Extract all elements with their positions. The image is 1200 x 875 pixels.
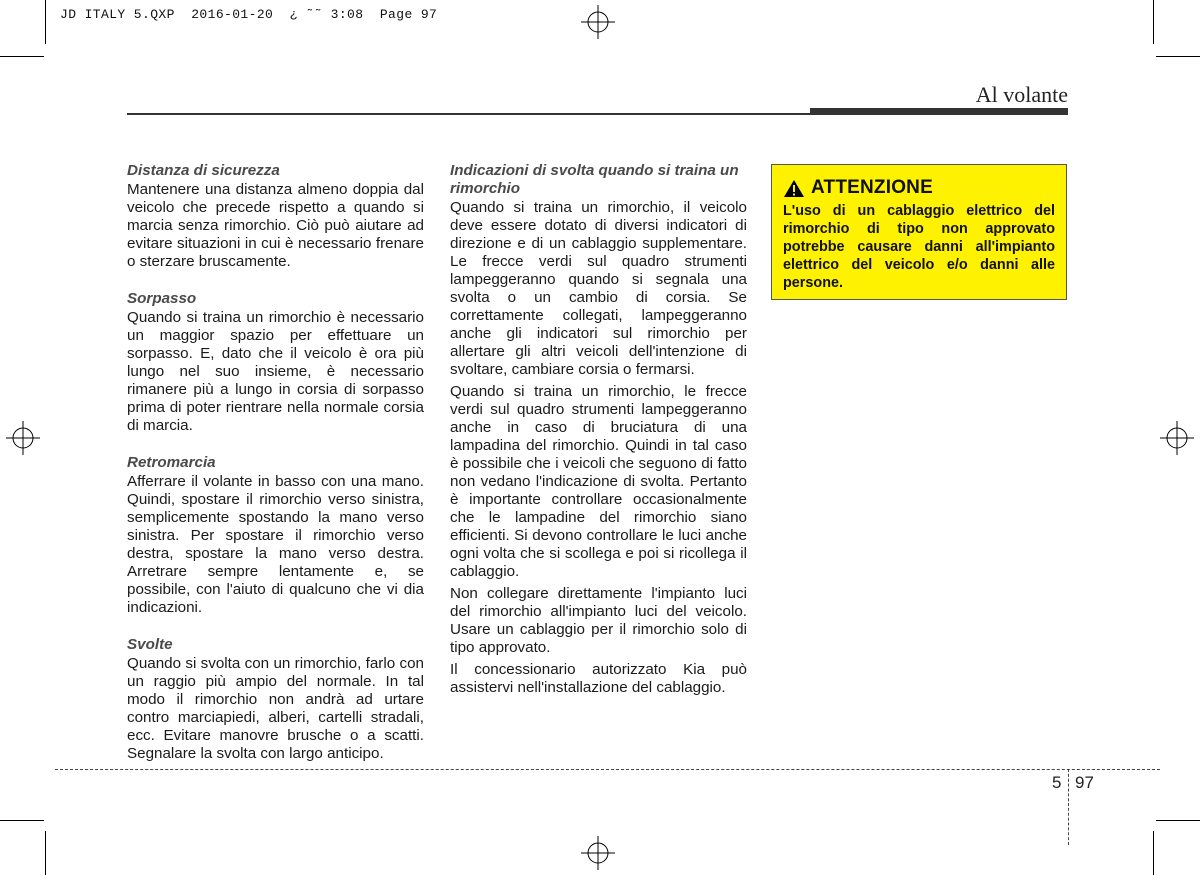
crop-mark: [1153, 831, 1154, 875]
crop-mark: [0, 820, 44, 821]
section: [127, 162, 424, 271]
print-slug: JD ITALY 5.QXP 2016-01-20 ¿ ˜˜ 3:08 Page 97: [60, 7, 438, 22]
footer-rule: [55, 769, 1160, 770]
section-paragraph: Quando si traina un rimorchio è necessario un maggior spazio per effettuare un sorpasso. E, dato che il veicolo è ora più lungo nel suo insieme, è necessario rimanere più a lungo in corsia di sorpasso prima di poter rientrare nella normale corsia di marcia.: [127, 309, 424, 434]
section-title: Sorpasso: [127, 290, 197, 307]
section-paragraph: Quando si traina un rimorchio, il veicolo deve essere dotato di diversi indicatori di direzione e di un cablaggio supplementare. Le frecce verdi sul quadro strumenti lampeggeranno quando si segnala una svolta o un cambio di corsia. Se correttamente collegati, lampeggeranno anche gli indicatori sul rimorchio per allertare gli altri veicoli dell'intenzione di svoltare, cambiare corsia o fermarsi.: [450, 199, 747, 378]
section-title: Indicazioni di svolta quando si traina un rimorchio: [450, 162, 739, 197]
middle-column: [450, 162, 747, 697]
warning-box: [771, 164, 1067, 300]
section-paragraph: Quando si traina un rimorchio, le frecce verdi sul quadro strumenti lampeggeranno anche in caso di bruciatura di una lampadina del rimorchio. Quindi in tal caso è possibile che i veicoli che seguono di fatto non vedano l'indicazione di svolta. Pertanto è importante controllare occasionalmente che le lampadine del rimorchio siano efficienti. Si devono controllare le luci anche ogni volta che si scollega e poi si ricollega il cablaggio.: [450, 383, 747, 580]
warning-title: ATTENZIONE: [811, 177, 933, 198]
registration-mark-icon: [6, 421, 40, 455]
registration-mark-icon: [581, 5, 615, 39]
header-rule: [127, 113, 810, 115]
crop-mark: [45, 0, 46, 44]
section: [450, 162, 747, 697]
crop-mark: [45, 831, 46, 875]
crop-mark: [1156, 820, 1200, 821]
crop-mark: [1156, 56, 1200, 57]
section-paragraph: Non collegare direttamente l'impianto luci del rimorchio all'impianto luci del veicolo. Usare un cablaggio per il rimorchio solo di tipo approvato.: [450, 585, 747, 656]
section-title: Retromarcia: [127, 454, 216, 471]
section-paragraph: Afferrare il volante in basso con una mano. Quindi, spostare il rimorchio verso sinistra, semplicemente spostando la mano verso sinistra. Per spostare il rimorchio verso destra, spostare la mano verso destra. Arretrare sempre lentamente e, se possibile, con l'aiuto di qualcuno che vi dia indicazioni.: [127, 473, 424, 616]
page-header-title: Al volante: [975, 82, 1068, 107]
section-title: Svolte: [127, 636, 173, 653]
header-rule-accent: [810, 108, 1068, 115]
section-title: Distanza di sicurezza: [127, 162, 280, 179]
chapter-number: 5: [1052, 773, 1062, 792]
left-column: [127, 162, 424, 763]
section: [127, 454, 424, 617]
page-number: 97: [1075, 773, 1094, 792]
registration-mark-icon: [1160, 421, 1194, 455]
warning-triangle-icon: [783, 179, 805, 198]
crop-mark: [0, 56, 44, 57]
warning-text: L'uso di un cablaggio elettrico del rimorchio di tipo non approvato potrebbe causare danni all'impianto elettrico del veicolo e/o danni alle persone.: [783, 203, 1055, 291]
section-paragraph: Mantenere una distanza almeno doppia dal veicolo che precede rispetto a quando si marcia senza rimorchio. Ciò può aiutare ad evitare situazioni in cui è necessario frenare o sterzare bruscamente.: [127, 181, 424, 270]
crop-mark: [1153, 0, 1154, 44]
section: [127, 290, 424, 435]
registration-mark-icon: [581, 836, 615, 870]
section: [127, 636, 424, 763]
section-paragraph: Il concessionario autorizzato Kia può assistervi nell'installazione del cablaggio.: [450, 661, 747, 696]
warning-header: [783, 177, 1055, 199]
footer-divider: [1068, 769, 1069, 845]
section-paragraph: Quando si svolta con un rimorchio, farlo con un raggio più ampio del normale. In tal modo il rimorchio non andrà ad urtare contro marciapiedi, alberi, cartelli stradali, ecc. Evitare manovre brusche o a scatti. Segnalare la svolta con largo anticipo.: [127, 655, 424, 762]
